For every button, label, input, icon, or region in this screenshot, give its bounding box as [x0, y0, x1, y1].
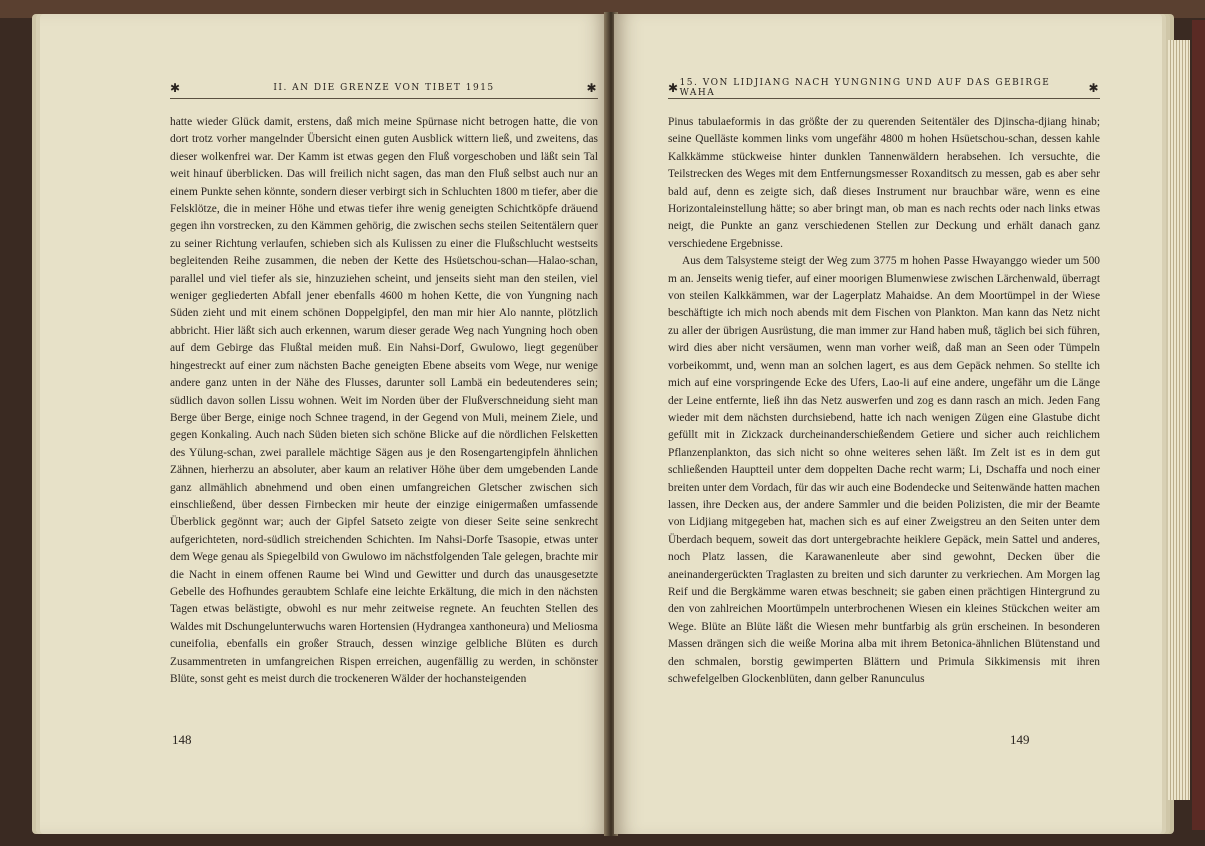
left-header-ornament-left: ✱: [170, 81, 182, 95]
right-body-text: [668, 114, 1100, 688]
right-page: [614, 14, 1162, 834]
left-body-text: [170, 114, 598, 688]
page-edges: [1168, 40, 1190, 800]
left-header-ornament-right: ✱: [586, 81, 598, 95]
right-paragraph-2: Aus dem Talsysteme steigt der Weg zum 3775 m hohen Passe Hwayanggo wieder um 500 m an. Jenseits wenig tiefer, auf einer moorigen Blumenwiese zwischen Lärchenwald, überragt von steilen Kalkkämmen, war der Lagerplatz Mahaidse. An dem Moortümpel in der Wiese beschäftigte ich mich noch abends mit dem Fischen von Plankton. Man kann das Netz nicht zu aller der übrigen Ausrüstung, die man immer zur Hand haben muß, täglich bei sich führen, wird dies aber nicht versäumen, wenn man vorher weiß, daß man an Seen oder Tümpeln vorbeikommt, und, wenn man an solchen lagert, es aus dem Gepäck nehmen. So stellte ich mich auf eine vorspringende Ecke des Ufers, Lao-li auf eine andere, ungefähr um die Länge der Leine entfernte, ließ ihn das Netz auswerfen und zog es dann rasch an mich. Jeden Fang wieder mit dem nächsten durchsiebend, hatte ich nach wenigen Zügen eine Glastube dicht gefüllt mit in Zickzack durcheinanderschießendem Getiere und sicher auch reichlichem Pflanzenplankton, das sich nicht so ohne weiteres sehen läßt. Im Zelt ist es in dem gut schließenden Hauptteil unter dem doppelten Dache recht warm; Li, Dschaffa und noch einer breiten unter dem Vordach, für das wir auch eine Bodendecke und Seitenwände hatten machen lassen, ihre Decken aus, der andere Sammler und die beiden Polizisten, die mir der Beamte von Lidjiang mitgegeben hat, machen sich es auf einer Zweigstreu an den Seiten unter dem Überdach bequem, soweit das dort untergebrachte heiklere Gepäck, mein Sattel und anderes, noch Platz lassen, die Karawanenleute aber sind gewohnt, Decken über die aneinandergerückten Traglasten zu breiten und sich darunter zu verkriechen. Am Morgen lag Reif und die Bergkämme waren etwas beschneit; sie gaben einen prächtigen Hintergrund zu den von zahlreichen Moortümpeln unterbrochenen Wiesen ein kleines Stückchen weiter am Wege. Blüte an Blüte läßt die Wiesen mehr buntfarbig als grün erscheinen. In besonderen Massen drängen sich die weiße Morina alba mit ihrem Betonica-ähnlichen Blütenstand und den schmalen, borstig gewimperten Blättern und Primula Sikkimensis mit ihren schwefelgelben Glockenblüten, dann gelber Ranunculus: [668, 255, 1100, 685]
right-header-ornament-right: ✱: [1088, 81, 1100, 95]
book-cover-edge: [1192, 20, 1205, 830]
right-header-ornament-left: ✱: [668, 81, 680, 95]
left-running-header: [170, 78, 598, 99]
right-header-title: 15. VON LIDJIANG NACH YUNGNING UND AUF DAS GEBIRGE WAHA: [679, 78, 1051, 98]
right-running-header: [668, 78, 1100, 99]
left-paragraph-1: hatte wieder Glück damit, erstens, daß mich meine Spürnase nicht betrogen hatte, die von dort trotz vorher mangelnder Übersicht einen guten Ausblick wittern ließ, und zweitens, das dieser wolkenfrei war. Der Kamm ist etwas gegen den Fluß vorgeschoben und läßt sein Tal weit hinauf überblicken. Das will freilich nicht sagen, das man den Fluß selbst auch nur an einem Punkte sehen könnte, sondern dieser verbirgt sich in Schluchten 1800 m tiefer, aber die Felsklötze, die in meiner Höhe und etwas tiefer ihre wenig geneigten Schichtköpfe dräuend gegen ihn vorstrecken, zu den Kämmen gehörig, die zwischen sechs steilen Seitentälern quer zu seiner Richtung verlaufen, schieben sich als Kulissen zu einer die Flußschlucht westseits begleitenden Reihe zusammen, die neben der Kette des Hsüetschou-schan—Halao-schan, parallel und viel tiefer als sie, hinzuziehen scheint, und jenseits sieht man den steilen, viel weniger gegliederten Abfall jener ebenfalls 4600 m hohen Kette, die von Yungning nach Süden zieht und mit einem schönen Doppelgipfel, den man mir hier Alo nannte, plötzlich abbricht. Hier läßt sich auch erkennen, warum dieser gerade Weg nach Yungning hoch oben auf dem Gebirge das Flußtal meiden muß. Ein Nahsi-Dorf, Gwulowo, liegt gegenüber hingestreckt auf einer zum nächsten Bache geneigten Ebene abseits vom Wege, nur wenige andere ganz unten in der Nähe des Flusses, darunter soll Lambä ein bedeutenderes sein; südlich davon sollen Lissu wohnen. Weit im Norden über der Flußverschneidung sieht man Berge über Berge, einige noch Schnee tragend, in der Gegend von Muli, meinem Ziele, und gegen Konkaling. Auch nach Süden bieten sich schöne Blicke auf die nördlichen Felsketten des Yülung-schan, zwei parallele mächtige Sägen aus je den Rosengartengipfeln ähnlichen Zähnen, hierherzu an absoluter, aber kaum an relativer Höhe über dem umgebenden Lande ganz allmählich abnehmend und oben einen umfangreichen Gletscher zwischen sich einschließend, über dessen Firnbecken mir heute der einzige einigermaßen umfassende Überblick gegönnt war; auch der Gipfel Satseto zeigte von dieser Seite seine senkrecht aufgerichteten, nord-südlich streichenden Schichten. Im Nahsi-Dorfe Tsasopie, etwas unter dem Wege genau als Spiegelbild von Gwulowo im nächstfolgenden Tale gelegen, brachte mir die Nacht in einem offenen Raume bei Wind und Gewitter und durch das unausgesetzte Gebelle des Hofhundes geraubtem Schlafe eine leichte Erkältung, die mich in den nächsten Tagen etwas belästigte, obwohl es nur mehr zeitweise regnete. An feuchten Stellen des Waldes mit Dschungelunterwuchs waren Hortensien (Hydrangea xanthoneura) und Meliosma cuneifolia, ebenfalls ein großer Strauch, dessen winzige gelbliche Blüten es durch Zusammentreten in umfangreichen Rispen erreichen, augenfällig zu werden, in schönster Blüte, sonst geht es meist durch die trockeneren Wälder der hochansteigenden: [170, 116, 598, 685]
left-header-title: II. AN DIE GRENZE VON TIBET 1915: [273, 83, 495, 93]
right-paragraph-1: Pinus tabulaeformis in das größte der zu querenden Seitentäler des Djinscha-djiang hinab; seine Quelläste kommen links vom ungefähr 4800 m hohen Hsüetschou-schan, dessen kahle Kalkkämme stückweise hinter dunklen Tannenwäldern herabsehen. Ich versuchte, die Teilstrecken des Weges mit dem Entfernungsmesser Roxanditsch zu messen, gab es aber sehr bald auf, denn es zeigte sich, daß dieses Instrument nur brauchbar wäre, wenn es eine Horizontaleinstellung hätte; so aber bringt man, ob man es nach rechts oder nach links etwas neigt, die Punkte an ganz verschiedenen Stellen zur Deckung und erhält danach ganz verschiedene Ergebnisse.: [668, 116, 1100, 250]
left-page-number: 148: [172, 732, 192, 747]
left-page: [40, 14, 608, 834]
right-page-number: 149: [1010, 732, 1030, 747]
